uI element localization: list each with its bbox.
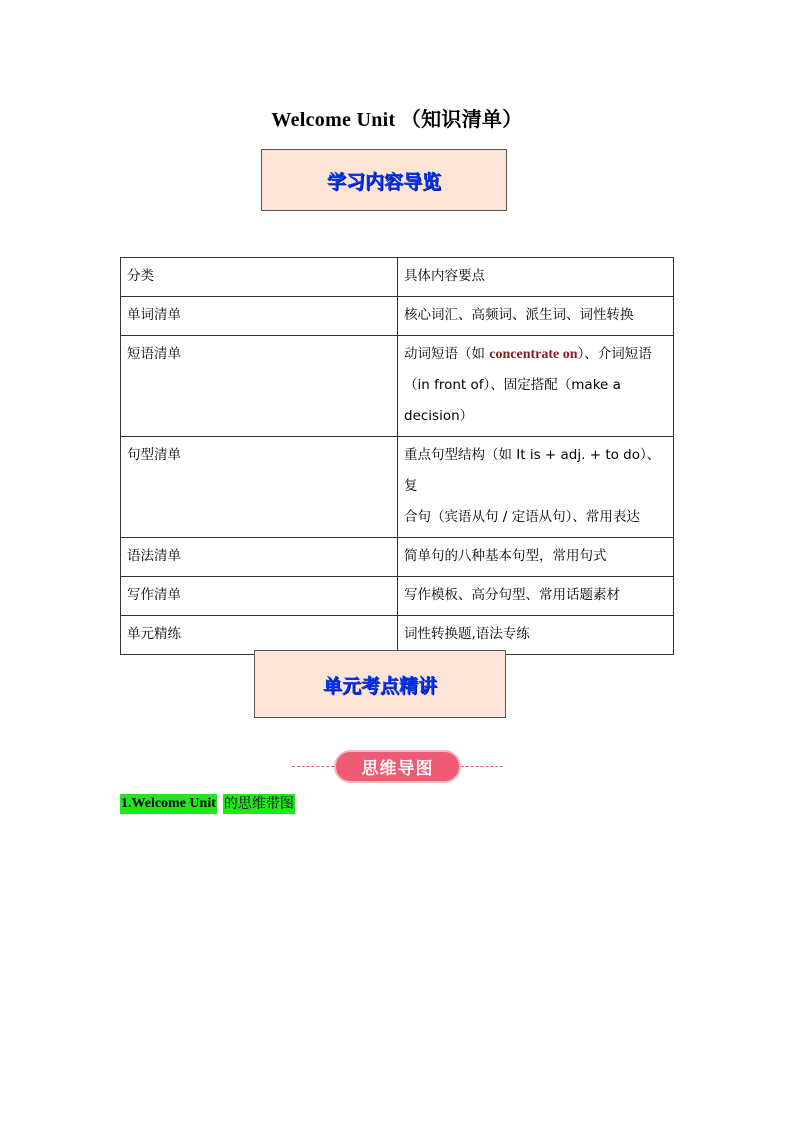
table-cell-category: 分类 xyxy=(121,258,398,297)
table-cell-category: 单词清单 xyxy=(121,297,398,336)
mind-map-badge-wrap xyxy=(290,750,505,784)
table-row xyxy=(121,538,674,577)
phrase-text: 动词短语（如 xyxy=(404,346,490,362)
section-box-exam-points xyxy=(254,650,506,718)
highlight-phrase: concentrate on xyxy=(489,347,578,362)
section-label-overview: 学习内容导览 xyxy=(326,170,441,193)
dashed-divider-left xyxy=(292,766,334,767)
table-row xyxy=(121,437,674,538)
table-cell-content: 简单句的八种基本句型，常用句式 xyxy=(398,538,674,577)
sentence-line: 重点句型结构（如 It is + adj. + to do）、复 xyxy=(404,447,661,494)
phrase-text: （in front of）、固定搭配（make a decision） xyxy=(404,377,621,424)
table-cell-content: 词性转换题,语法专练 xyxy=(398,616,674,655)
table-cell-content xyxy=(398,437,674,538)
page-title: Welcome Unit （知识清单） xyxy=(271,109,523,131)
overview-table xyxy=(120,257,674,655)
table-cell-content: 写作模板、高分句型、常用话题素材 xyxy=(398,577,674,616)
sub-heading-part2: 的思维带图 xyxy=(223,796,294,812)
table-cell-category: 单元精练 xyxy=(121,616,398,655)
table-row xyxy=(121,616,674,655)
table-cell-content: 具体内容要点 xyxy=(398,258,674,297)
table-cell-category: 语法清单 xyxy=(121,538,398,577)
sub-heading-part1: 1.Welcome Unit xyxy=(120,794,217,814)
mind-map-badge-label: 思维导图 xyxy=(361,759,434,779)
dashed-divider-right xyxy=(461,766,503,767)
table-cell-content xyxy=(398,336,674,437)
section-box-overview xyxy=(261,149,507,211)
phrase-text: ）、介词短语 xyxy=(577,346,652,362)
table-row xyxy=(121,577,674,616)
table-cell-category: 短语清单 xyxy=(121,336,398,437)
table-row xyxy=(121,258,674,297)
table-cell-category: 句型清单 xyxy=(121,437,398,538)
table-row xyxy=(121,297,674,336)
table-cell-content: 核心词汇、高频词、派生词、词性转换 xyxy=(398,297,674,336)
table-cell-category: 写作清单 xyxy=(121,577,398,616)
sub-heading xyxy=(120,794,295,814)
sentence-line: 合句（宾语从句 / 定语从句）、常用表达 xyxy=(404,509,640,525)
mind-map-badge xyxy=(334,750,461,783)
section-label-exam-points: 单元考点精讲 xyxy=(322,674,437,697)
table-row xyxy=(121,336,674,437)
